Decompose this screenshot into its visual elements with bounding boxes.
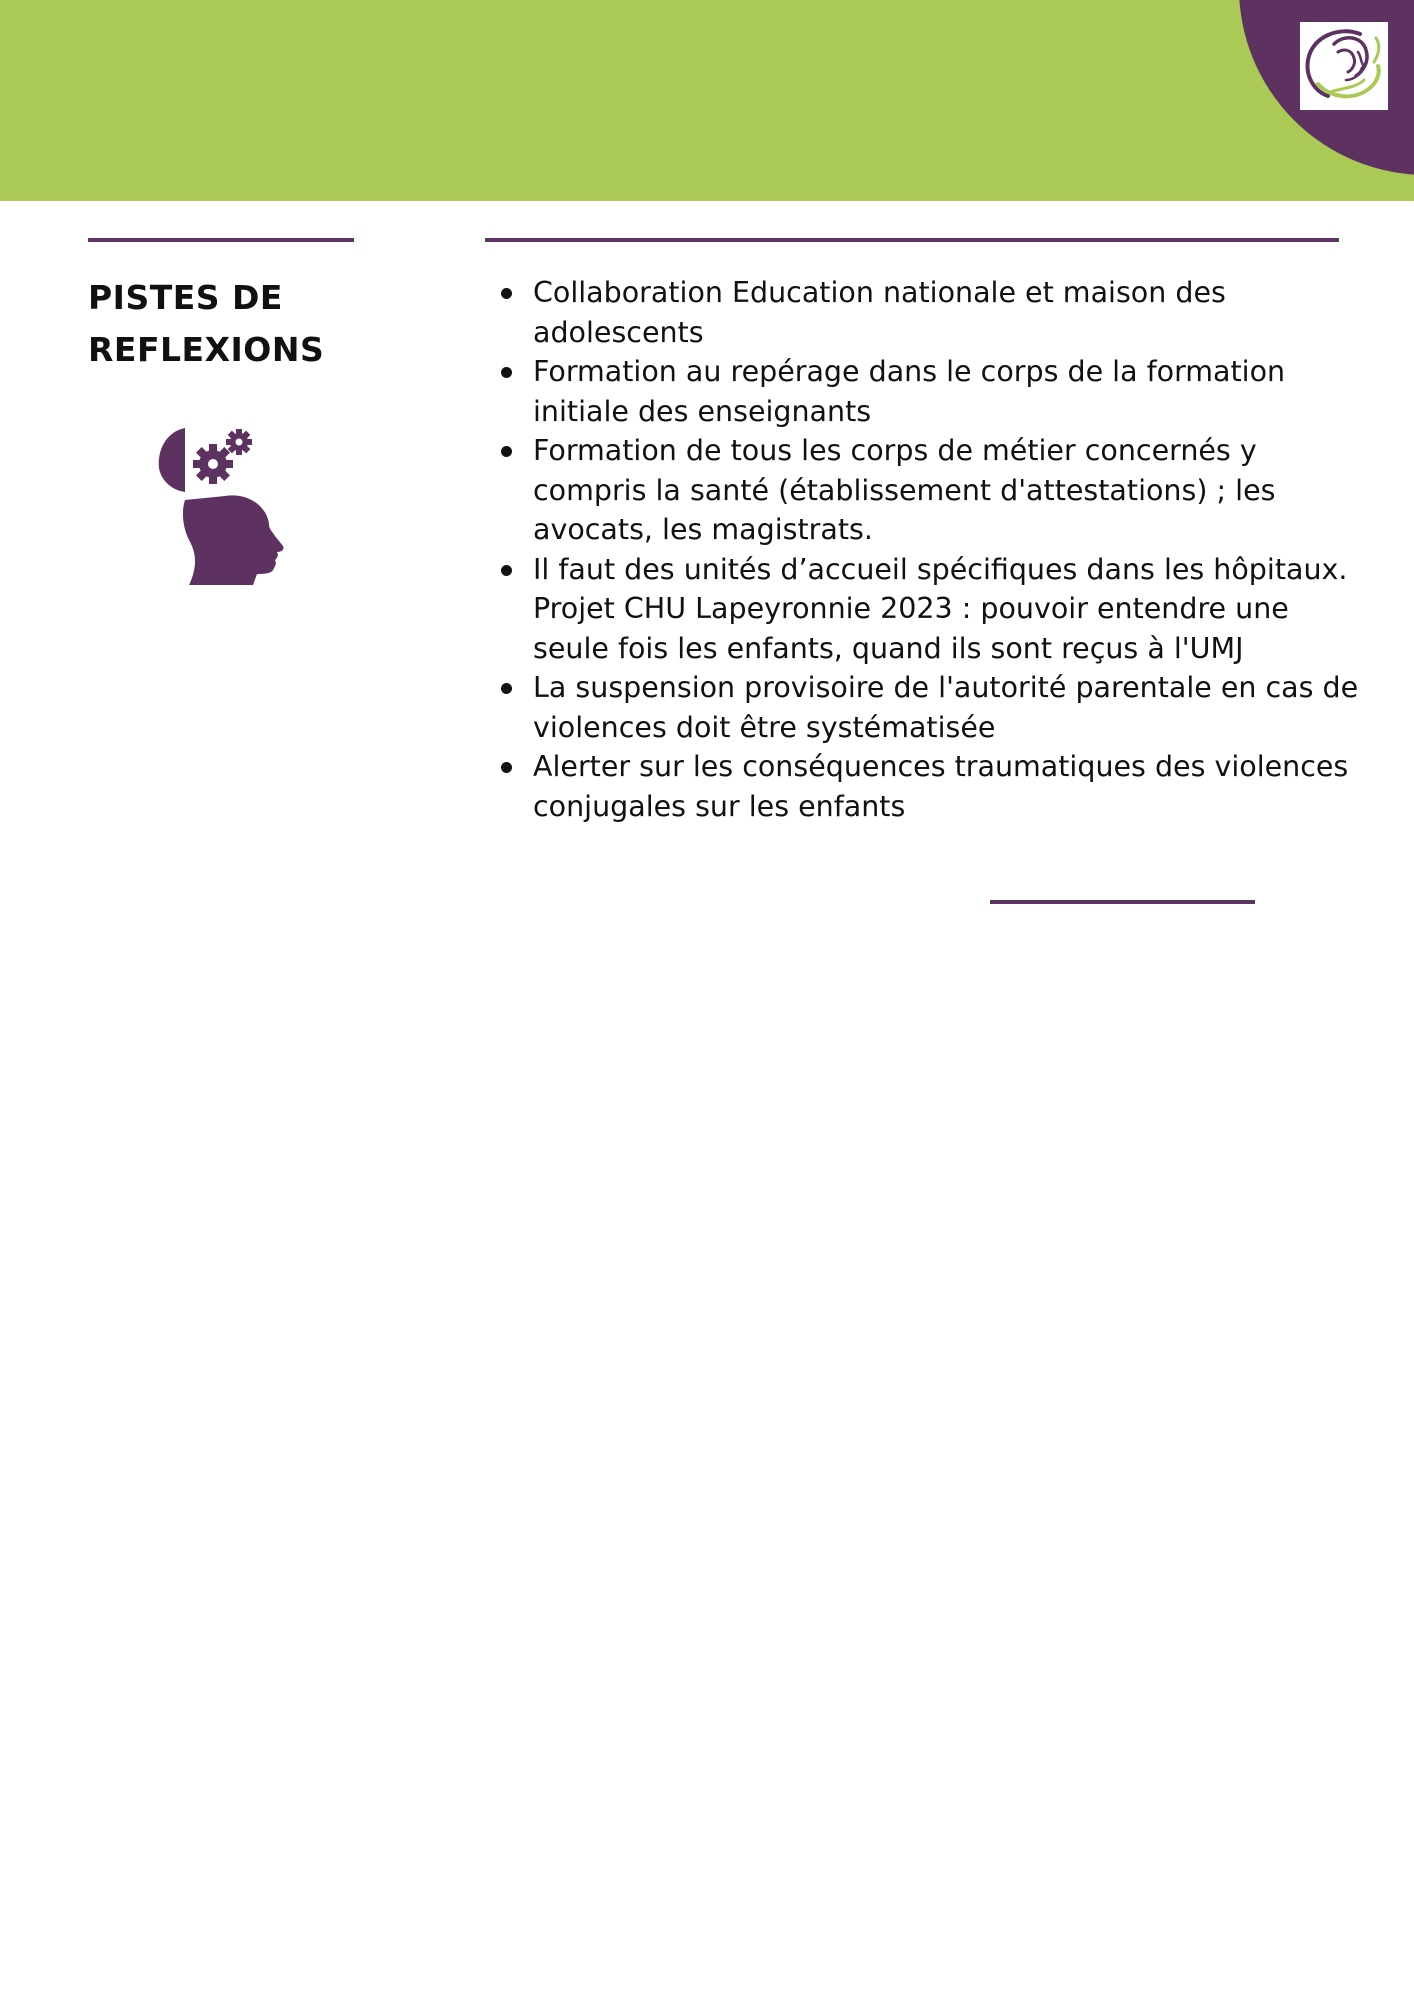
woman-profile-hand-logo-icon xyxy=(1300,22,1388,110)
section-title xyxy=(88,272,388,376)
logo xyxy=(1300,22,1388,110)
section-title-line2: REFLEXIONS xyxy=(88,330,325,369)
section-title-line1: PISTES DE xyxy=(88,278,283,317)
list-item: La suspension provisoire de l'autorité parentale en cas de violences doit être systématisée xyxy=(533,668,1373,747)
head-gears-icon xyxy=(155,420,295,585)
divider-bottom xyxy=(990,900,1255,904)
header-band xyxy=(0,0,1414,201)
list-item: Alerter sur les conséquences traumatiques des violences conjugales sur les enfants xyxy=(533,747,1373,826)
divider-right xyxy=(485,238,1339,242)
list-item: Formation au repérage dans le corps de la formation initiale des enseignants xyxy=(533,352,1373,431)
list-item: Collaboration Education nationale et maison des adolescents xyxy=(533,273,1373,352)
divider-left xyxy=(88,238,354,242)
list-item: Formation de tous les corps de métier concernés y compris la santé (établissement d'attestations) ; les avocats, les magistrats. xyxy=(533,431,1373,550)
list-item: Il faut des unités d’accueil spécifiques dans les hôpitaux. Projet CHU Lapeyronnie 2023 : pouvoir entendre une seule fois les enfants, quand ils sont reçus à l'UMJ xyxy=(533,550,1373,669)
reflection-list xyxy=(485,273,1373,826)
